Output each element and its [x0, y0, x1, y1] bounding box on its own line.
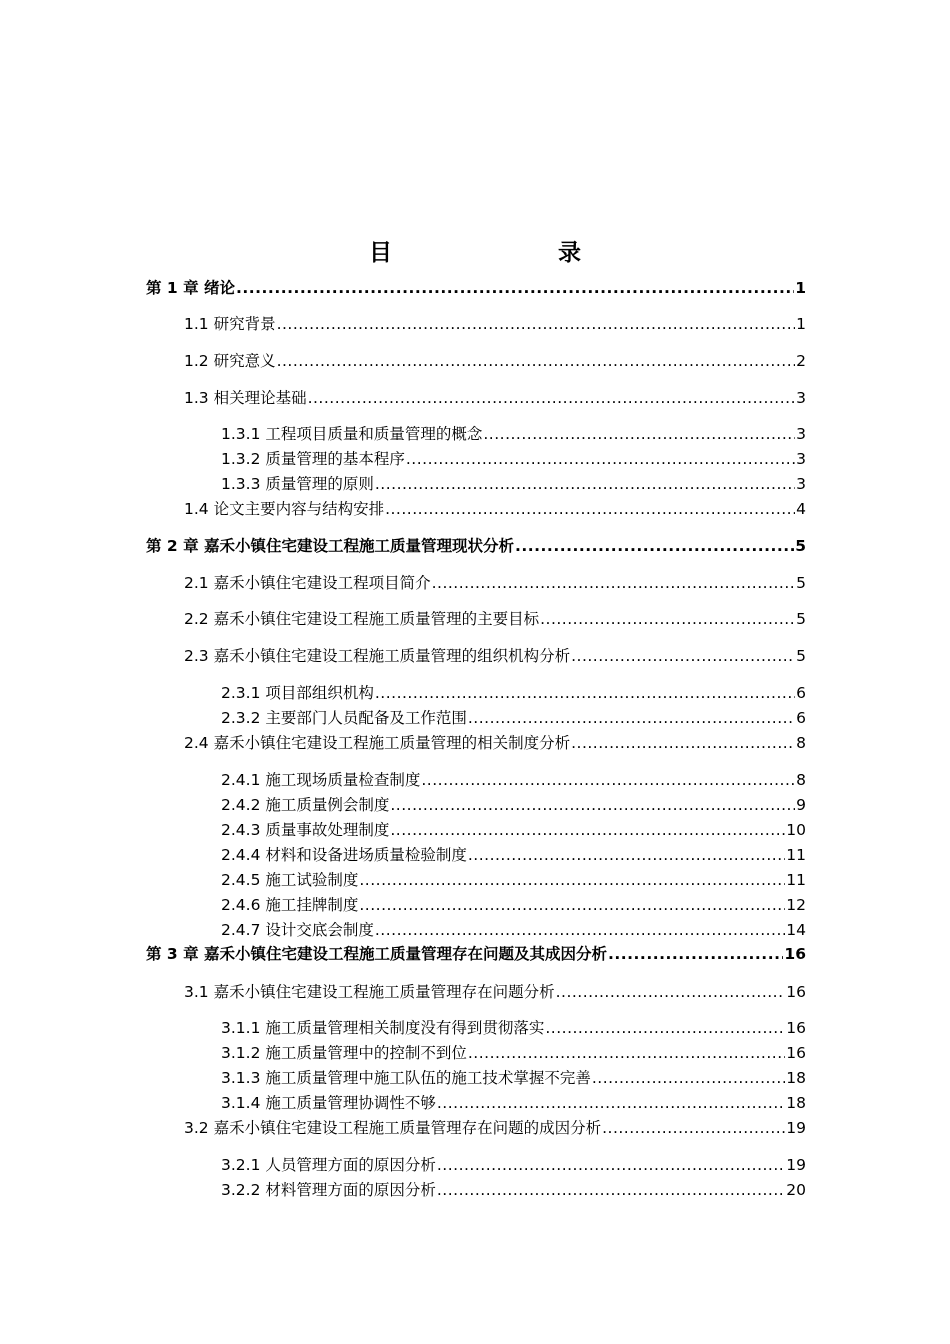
toc-leader-dots [277, 351, 796, 371]
toc-entry-page-number: 5 [796, 574, 806, 592]
toc-entry-label: 2.1 嘉禾小镇住宅建设工程项目简介 [184, 574, 431, 592]
toc-entry-label: 第 2 章 嘉禾小镇住宅建设工程施工质量管理现状分析 [146, 537, 514, 555]
toc-leader-dots [375, 474, 795, 494]
toc-entry-label: 2.4.4 材料和设备进场质量检验制度 [221, 846, 467, 864]
toc-entry-page-number: 2 [796, 352, 806, 370]
toc-entry-label: 2.4.2 施工质量例会制度 [221, 796, 390, 814]
toc-entry-page-number: 6 [796, 684, 806, 702]
toc-leader-dots [515, 536, 794, 556]
toc-entry-level-2[interactable] [184, 733, 806, 753]
toc-entry-page-number: 11 [786, 846, 806, 864]
toc-entry-page-number: 5 [796, 647, 806, 665]
toc-leader-dots [385, 499, 795, 519]
toc-entry-label: 1.3.3 质量管理的原则 [221, 475, 374, 493]
toc-entry-level-3[interactable] [221, 1093, 806, 1113]
toc-entry-level-2[interactable] [184, 982, 806, 1002]
toc-entry-label: 2.4.5 施工试验制度 [221, 871, 359, 889]
toc-entry-label: 1.4 论文主要内容与结构安排 [184, 500, 385, 518]
toc-entry-label: 3.1.2 施工质量管理中的控制不到位 [221, 1044, 467, 1062]
toc-entry-page-number: 12 [786, 896, 806, 914]
toc-entry-page-number: 5 [796, 610, 806, 628]
toc-entry-page-number: 3 [796, 389, 806, 407]
toc-leader-dots [437, 1093, 785, 1113]
toc-entry-label: 2.4.3 质量事故处理制度 [221, 821, 390, 839]
toc-entry-label: 2.2 嘉禾小镇住宅建设工程施工质量管理的主要目标 [184, 610, 540, 628]
toc-leader-dots [571, 646, 795, 666]
toc-entry-level-3[interactable] [221, 708, 806, 728]
toc-leader-dots [359, 870, 785, 890]
toc-entry-label: 2.4.1 施工现场质量检查制度 [221, 771, 421, 789]
toc-leader-dots [602, 1118, 785, 1138]
toc-leader-dots [375, 683, 795, 703]
toc-entry-level-2[interactable] [184, 388, 806, 408]
toc-entry-level-3[interactable] [221, 820, 806, 840]
toc-entry-page-number: 16 [786, 983, 806, 1001]
toc-leader-dots [406, 449, 795, 469]
toc-entry-label: 1.1 研究背景 [184, 315, 276, 333]
toc-entry-level-3[interactable] [221, 449, 806, 469]
toc-leader-dots [308, 388, 796, 408]
toc-entry-level-2[interactable] [184, 499, 806, 519]
toc-leader-dots [277, 314, 796, 334]
toc-entry-level-3[interactable] [221, 474, 806, 494]
toc-leader-dots [483, 424, 795, 444]
toc-leader-dots [468, 1043, 785, 1063]
toc-title: 目 录 [369, 240, 621, 266]
toc-entry-level-3[interactable] [221, 870, 806, 890]
toc-entry-level-3[interactable] [221, 895, 806, 915]
toc-entry-page-number: 16 [786, 1019, 806, 1037]
toc-leader-dots [375, 920, 785, 940]
toc-entry-level-3[interactable] [221, 795, 806, 815]
toc-leader-dots [592, 1068, 785, 1088]
toc-entry-level-2[interactable] [184, 314, 806, 334]
toc-entry-level-3[interactable] [221, 1068, 806, 1088]
toc-entry-label: 2.3 嘉禾小镇住宅建设工程施工质量管理的组织机构分析 [184, 647, 571, 665]
toc-entry-page-number: 18 [786, 1069, 806, 1087]
toc-entry-page-number: 8 [796, 734, 806, 752]
toc-entry-page-number: 20 [786, 1181, 806, 1199]
toc-entry-page-number: 1 [796, 315, 806, 333]
toc-entry-page-number: 18 [786, 1094, 806, 1112]
toc-entry-page-number: 8 [796, 771, 806, 789]
toc-entry-label: 2.3.1 项目部组织机构 [221, 684, 374, 702]
toc-entry-page-number: 16 [786, 1044, 806, 1062]
toc-entry-label: 2.3.2 主要部门人员配备及工作范围 [221, 709, 467, 727]
toc-entry-level-3[interactable] [221, 1180, 806, 1200]
toc-entry-level-3[interactable] [221, 845, 806, 865]
toc-entry-level-2[interactable] [184, 1118, 806, 1138]
toc-leader-dots [390, 820, 785, 840]
toc-leader-dots [545, 1018, 785, 1038]
toc-leader-dots [432, 573, 796, 593]
toc-leader-dots [540, 609, 795, 629]
toc-entry-label: 3.1 嘉禾小镇住宅建设工程施工质量管理存在问题分析 [184, 983, 555, 1001]
toc-leader-dots [359, 895, 785, 915]
toc-entry-label: 3.2 嘉禾小镇住宅建设工程施工质量管理存在问题的成因分析 [184, 1119, 602, 1137]
toc-leader-dots [468, 845, 785, 865]
toc-leader-dots [421, 770, 795, 790]
toc-entry-label: 1.3 相关理论基础 [184, 389, 307, 407]
toc-entry-page-number: 14 [786, 921, 806, 939]
toc-entry-page-number: 19 [786, 1156, 806, 1174]
toc-entry-label: 第 3 章 嘉禾小镇住宅建设工程施工质量管理存在问题及其成因分析 [146, 945, 607, 963]
toc-entry-label: 1.2 研究意义 [184, 352, 276, 370]
toc-leader-dots [437, 1180, 785, 1200]
toc-entry-level-2[interactable] [184, 573, 806, 593]
toc-entry-page-number: 10 [786, 821, 806, 839]
toc-leader-dots [437, 1155, 785, 1175]
toc-entry-level-3[interactable] [221, 1155, 806, 1175]
toc-entry-level-3[interactable] [221, 920, 806, 940]
toc-entry-label: 2.4 嘉禾小镇住宅建设工程施工质量管理的相关制度分析 [184, 734, 571, 752]
toc-entry-label: 1.3.1 工程项目质量和质量管理的概念 [221, 425, 483, 443]
toc-entry-level-2[interactable] [184, 646, 806, 666]
toc-entry-level-3[interactable] [221, 424, 806, 444]
toc-entry-level-3[interactable] [221, 770, 806, 790]
toc-entry-label: 2.4.7 设计交底会制度 [221, 921, 374, 939]
toc-entry-level-2[interactable] [184, 609, 806, 629]
toc-leader-dots [236, 278, 794, 298]
toc-entry-page-number: 5 [795, 537, 806, 555]
toc-entry-page-number: 3 [796, 450, 806, 468]
toc-entry-label: 3.1.4 施工质量管理协调性不够 [221, 1094, 436, 1112]
toc-entry-page-number: 11 [786, 871, 806, 889]
toc-entry-level-1[interactable] [146, 944, 806, 964]
toc-entry-label: 3.1.3 施工质量管理中施工队伍的施工技术掌握不完善 [221, 1069, 591, 1087]
toc-entry-page-number: 16 [784, 945, 806, 963]
toc-leader-dots [556, 982, 786, 1002]
toc-entry-label: 3.2.2 材料管理方面的原因分析 [221, 1181, 436, 1199]
toc-entry-page-number: 3 [796, 475, 806, 493]
toc-entry-level-3[interactable] [221, 1018, 806, 1038]
toc-entry-label: 2.4.6 施工挂牌制度 [221, 896, 359, 914]
toc-entry-level-1[interactable] [146, 278, 806, 298]
toc-entry-label: 第 1 章 绪论 [146, 279, 235, 297]
toc-entry-page-number: 4 [796, 500, 806, 518]
toc-leader-dots [468, 708, 795, 728]
toc-leader-dots [608, 944, 783, 964]
toc-leader-dots [571, 733, 795, 753]
toc-entry-level-2[interactable] [184, 351, 806, 371]
toc-entry-page-number: 1 [795, 279, 806, 297]
toc-entry-label: 3.2.1 人员管理方面的原因分析 [221, 1156, 436, 1174]
toc-entry-page-number: 19 [786, 1119, 806, 1137]
toc-entry-level-3[interactable] [221, 683, 806, 703]
toc-leader-dots [390, 795, 795, 815]
toc-entry-label: 1.3.2 质量管理的基本程序 [221, 450, 405, 468]
toc-entry-level-3[interactable] [221, 1043, 806, 1063]
toc-entry-page-number: 3 [796, 425, 806, 443]
toc-entry-page-number: 6 [796, 709, 806, 727]
toc-entry-level-1[interactable] [146, 536, 806, 556]
toc-entry-page-number: 9 [796, 796, 806, 814]
toc-entry-label: 3.1.1 施工质量管理相关制度没有得到贯彻落实 [221, 1019, 545, 1037]
